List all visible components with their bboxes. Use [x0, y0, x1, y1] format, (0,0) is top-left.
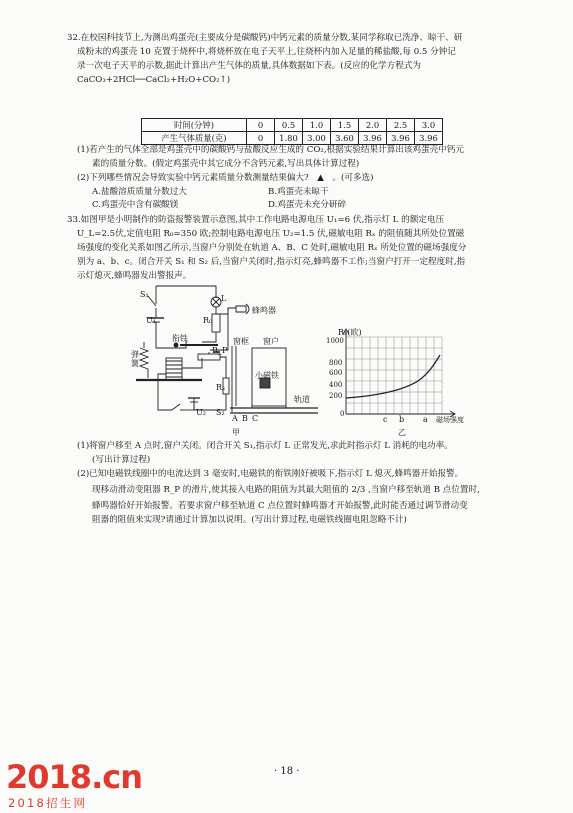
- graph-y-tick-0: 0: [340, 410, 345, 418]
- q32-line-3: 录一次电子天平的示数,据此计算出产生气体的质量,具体数据如下表。(反应的化学方程式为: [77, 61, 421, 71]
- table-cell: 3.96: [415, 132, 443, 145]
- label-armature: 衔铁: [172, 334, 188, 343]
- label-c: C: [252, 414, 259, 423]
- label-frame: 窗框: [233, 337, 249, 346]
- table-cell: 3.0: [415, 119, 443, 132]
- label-magnet: 小磁铁: [255, 371, 279, 380]
- table-cell: 0: [247, 119, 275, 132]
- graph-y-tick-200: 200: [329, 392, 343, 400]
- label-window: 窗户: [263, 337, 279, 346]
- label-u1: U₁: [146, 316, 156, 325]
- table-row: [142, 132, 443, 145]
- q33-sub2-line-3: 蜂鸣器恰好开始报警。若要求窗户移至轨道 C 点位置时蜂鸣器才开始报警,此时能否通过调节滑动变: [92, 501, 468, 511]
- q33-sub2-line-2: 现移动滑动变阻器 R_P 的滑片,使其接入电路的阻值为其最大阻值的 2/3 ,当窗户移至轨道 B 点位置时,: [92, 485, 480, 495]
- q33-sub2-line-4: 阻器的阻值来实现?请通过计算加以说明。(写出计算过程,电磁铁线圈电阻忽略不计): [92, 515, 407, 525]
- label-L: L: [221, 294, 227, 303]
- table-header-time: 时间(分钟): [142, 119, 247, 132]
- q32-sub2: (2)下列哪些情况会导致实验中钙元素质量分数测量结果偏大? ▲ 。(可多选): [77, 173, 374, 183]
- q32-equation: CaCO₃+2HCl──CaCl₂+H₂O+CO₂↑): [77, 75, 231, 85]
- graph-x-tick-b: b: [399, 415, 405, 424]
- q33-line-2: U_L=2.5伏,定值电阻 R₀=350 欧;控制电路电源电压 U₂=1.5 伏,磁敏电阻 Rₓ 的阻值随其所处位置磁: [77, 229, 465, 239]
- label-rp: R_P: [212, 346, 228, 355]
- q33-line-4: 别为 a、b、c。闭合开关 S₁ 和 S₂ 后,当窗户关闭时,指示灯亮,蜂鸣器不工作;当窗户打开一定程度时,指: [77, 257, 466, 267]
- figure-jia-caption: 甲: [232, 428, 240, 437]
- figure-yi-caption: 乙: [398, 428, 406, 437]
- q33-line-1: 33.如图甲是小明制作的防盗报警装置示意图,其中工作电路电源电压 U₁=6 伏,指示灯 L 的额定电压: [67, 215, 445, 225]
- label-spring: 弹簧: [131, 350, 139, 368]
- label-buzzer: 蜂鸣器: [252, 306, 276, 315]
- table-cell: 0: [247, 132, 275, 145]
- label-track: 轨道: [294, 395, 310, 404]
- q32-option-b: B.鸡蛋壳未晾干: [268, 187, 329, 197]
- table-cell: 3.60: [331, 132, 359, 145]
- graph-x-label: 磁场强度: [436, 416, 464, 424]
- label-a: A: [232, 414, 238, 423]
- q32-sub1-line-1: (1)若产生的气体全部是鸡蛋壳中的碳酸钙与盐酸反应生成的 CO₂,根据实验结果计算出该鸡蛋壳中钙元: [77, 145, 465, 155]
- graph-x-tick-a: a: [423, 415, 428, 424]
- q32-data-table: [141, 118, 443, 145]
- label-b: B: [242, 414, 248, 423]
- page-number: · 18 ·: [274, 766, 300, 777]
- table-row: [142, 119, 443, 132]
- label-u2: U₂: [196, 408, 206, 417]
- graph-y-tick-400: 400: [329, 381, 343, 389]
- table-cell: 3.96: [387, 132, 415, 145]
- q32-option-d: D.鸡蛋壳未充分研碎: [268, 200, 347, 210]
- q32-option-a: A.盐酸溶质质量分数过大: [92, 187, 187, 197]
- q33-sub1-line-2: (写出计算过程): [92, 455, 151, 465]
- q33-line-3: 场强度的变化关系如图乙所示,当窗户分别处在轨道 A、B、C 处时,磁敏电阻 Rₓ 所处位置的磁场强度分: [77, 243, 467, 253]
- table-cell: 3.96: [359, 132, 387, 145]
- q32-option-c: C.鸡蛋壳中含有碳酸镁: [92, 200, 179, 210]
- graph-y-label: Rₓ(欧): [338, 328, 362, 337]
- table-cell: 1.80: [275, 132, 303, 145]
- graph-y-tick-1000: 1000: [326, 337, 344, 345]
- q32-sub1-line-2: 素的质量分数。(假定鸡蛋壳中其它成分不含钙元素,写出具体计算过程): [92, 159, 360, 169]
- label-r0: R₀: [203, 316, 213, 325]
- table-cell: 3.00: [303, 132, 331, 145]
- q33-line-5: 示灯熄灭,蜂鸣器发出警报声。: [77, 271, 192, 281]
- table-cell: 2.0: [359, 119, 387, 132]
- q33-sub1-line-1: (1)将窗户移至 A 点时,窗户关闭。闭合开关 S₁,指示灯 L 正常发光,求此时指示灯 L 消耗的电功率。: [77, 441, 453, 451]
- label-s2: S₂: [216, 408, 225, 417]
- q32-line-2: 成粉末的鸡蛋壳 10 克置于烧杯中,将烧杯放在电子天平上,往烧杯内加入足量的稀盐酸,每 0.5 分钟记: [77, 47, 456, 57]
- graph-x-tick-c: c: [383, 415, 388, 424]
- watermark-logo: 2018.cn: [6, 758, 142, 796]
- label-rx: Rₓ: [216, 383, 226, 392]
- table-cell: 1.0: [303, 119, 331, 132]
- label-s1: S₁: [140, 290, 149, 299]
- graph-y-tick-600: 600: [329, 369, 343, 377]
- q32-line-1: 32.在校园科技节上,为测出鸡蛋壳(主要成分是碳酸钙)中钙元素的质量分数,某同学称取已洗净、晾干、研: [67, 33, 463, 43]
- table-cell: 0.5: [275, 119, 303, 132]
- table-cell: 2.5: [387, 119, 415, 132]
- q33-sub2-line-1: (2)已知电磁铁线圈中的电流达到 3 毫安时,电磁铁的衔铁刚好被吸下,指示灯 L 熄灭,蜂鸣器开始报警。: [77, 469, 464, 479]
- watermark-subtitle: 2018招生网: [8, 796, 88, 810]
- table-cell: 1.5: [331, 119, 359, 132]
- graph-y-tick-800: 800: [329, 359, 343, 367]
- table-header-mass: 产生气体质量(克): [142, 132, 247, 145]
